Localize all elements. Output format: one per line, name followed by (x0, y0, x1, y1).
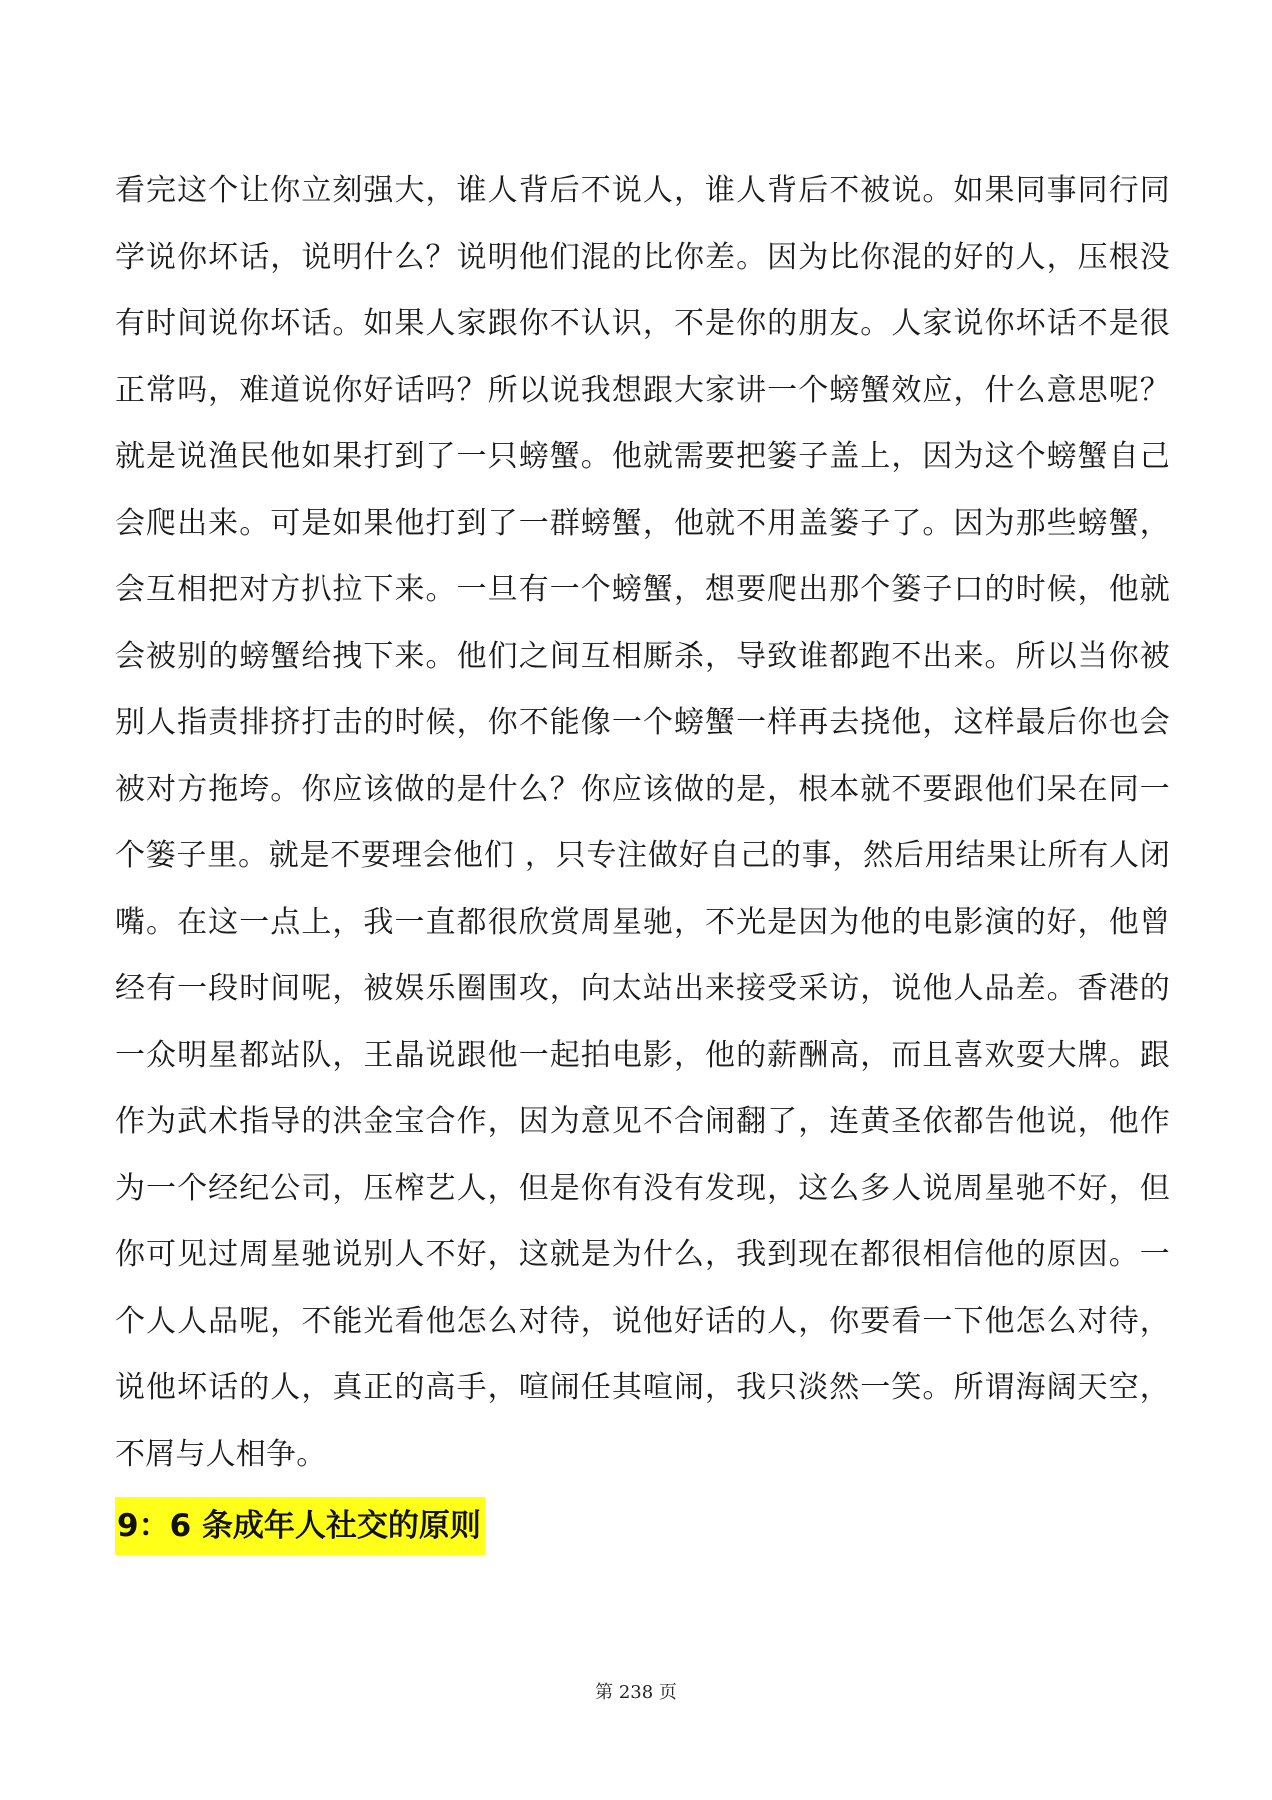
page-number: 第 238 页 (595, 1682, 677, 1703)
body-paragraph: 看完这个让你立刻强大，谁人背后不说人，谁人背后不被说。如果同事同行同学说你坏话，说明什么？说明他们混的比你差。因为比你混的好的人，压根没有时间说你坏话。如果人家跟你不认识，不是你的朋友。人家说你坏话不是很正常吗，难道说你好话吗？所以说我想跟大家讲一个螃蟹效应，什么意思呢？就是说渔民他如果打到了一只螃蟹。他就需要把篓子盖上，因为这个螃蟹自己会爬出来。可是如果他打到了一群螃蟹，他就不用盖篓子了。因为那些螃蟹，会互相把对方扒拉下来。一旦有一个螃蟹，想要爬出那个篓子口的时候，他就会被别的螃蟹给拽下来。他们之间互相厮杀，导致谁都跑不出来。所以当你被别人指责排挤打击的时候，你不能像一个螃蟹一样再去挠他，这样最后你也会被对方拖垮。你应该做的是什么？你应该做的是，根本就不要跟他们呆在同一个篓子里。就是不要理会他们 ，只专注做好自己的事，然后用结果让所有人闭嘴。在这一点上，我一直都很欣赏周星驰，不光是因为他的电影演的好，他曾经有一段时间呢，被娱乐圈围攻，向太站出来接受采访，说他人品差。香港的一众明星都站队，王晶说跟他一起拍电影，他的薪酬高，而且喜欢耍大牌。跟作为武术指导的洪金宝合作，因为意见不合闹翻了，连黄圣依都告他说，他作为一个经纪公司，压榨艺人，但是你有没有发现，这么多人说周星驰不好，但你可见过周星驰说别人不好，这就是为什么，我到现在都很相信他的原因。一个人人品呢，不能光看他怎么对待，说他好话的人，你要看一下他怎么对待，说他坏话的人，真正的高手，喧闹任其喧闹，我只淡然一笑。所谓海阔天空，不屑与人相争。 (115, 173, 1170, 1472)
section-heading: 9：6 条成年人社交的原则 (115, 1497, 485, 1555)
